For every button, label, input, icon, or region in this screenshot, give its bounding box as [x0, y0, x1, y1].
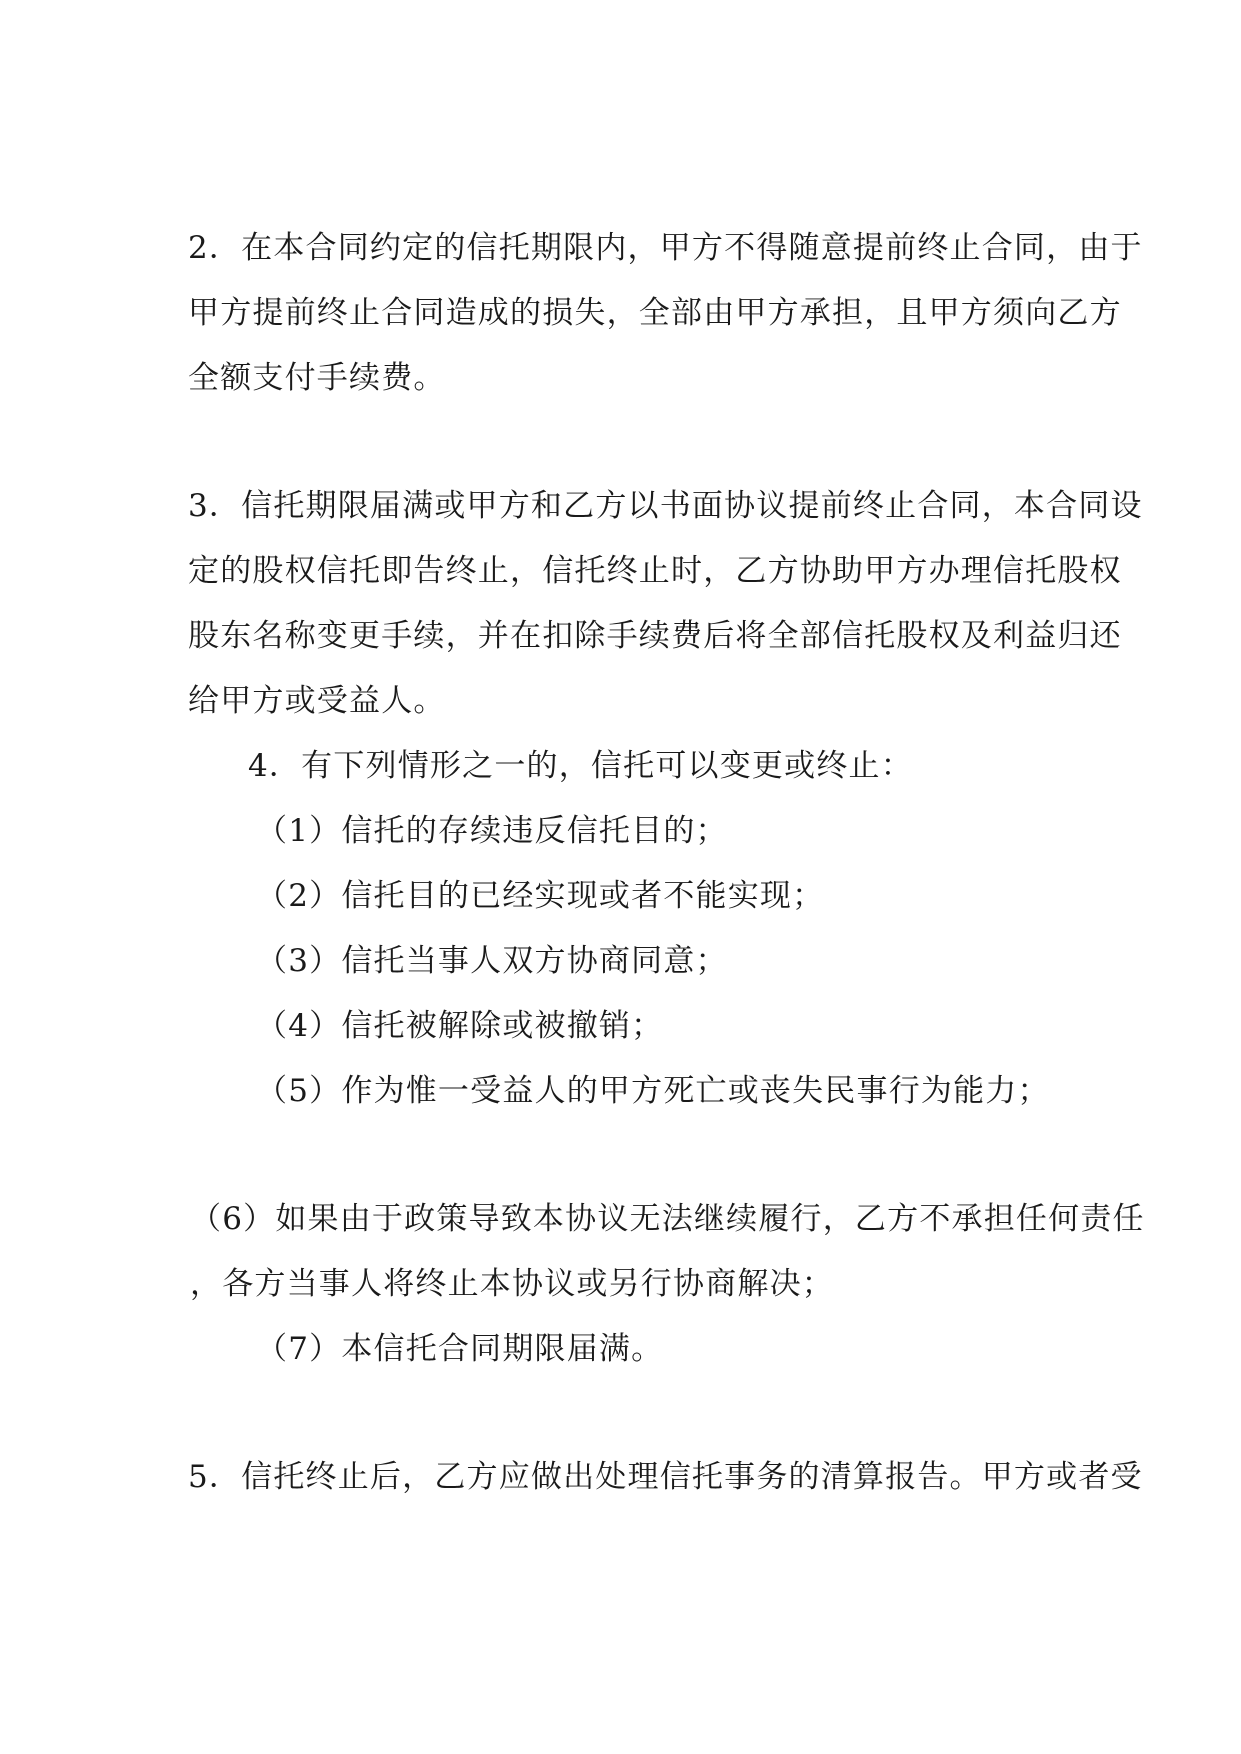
clause-4-item-4: （4）信托被解除或被撤销； — [256, 1008, 664, 1044]
clause-2-line-1: 2．在本合同约定的信托期限内，甲方不得随意提前终止合同，由于 — [188, 230, 1143, 266]
clause-3-line-4: 给甲方或受益人。 — [188, 683, 446, 719]
clause-2-line-3: 全额支付手续费。 — [188, 360, 446, 396]
clause-4-item-7: （7）本信托合同期限届满。 — [256, 1331, 664, 1367]
clause-4-item-3: （3）信托当事人双方协商同意； — [256, 943, 728, 979]
clause-4-item-5: （5）作为惟一受益人的甲方死亡或丧失民事行为能力； — [256, 1073, 1050, 1109]
clause-4-item-2: （2）信托目的已经实现或者不能实现； — [256, 878, 825, 914]
clause-3-line-3: 股东名称变更手续，并在扣除手续费后将全部信托股权及利益归还 — [188, 618, 1122, 654]
clause-4-heading: 4．有下列情形之一的，信托可以变更或终止： — [248, 748, 913, 784]
clause-3-line-2: 定的股权信托即告终止，信托终止时，乙方协助甲方办理信托股权 — [188, 553, 1122, 589]
clause-5-line-1: 5．信托终止后，乙方应做出处理信托事务的清算报告。甲方或者受 — [188, 1459, 1143, 1495]
clause-4-item-1: （1）信托的存续违反信托目的； — [256, 813, 728, 849]
clause-4-item-6-line-2: ，各方当事人将终止本协议或另行协商解决； — [190, 1266, 834, 1302]
clause-3-line-1: 3．信托期限届满或甲方和乙方以书面协议提前终止合同，本合同设 — [188, 488, 1143, 524]
clause-4-item-6-line-1: （6）如果由于政策导致本协议无法继续履行，乙方不承担任何责任 — [190, 1201, 1145, 1237]
clause-2-line-2: 甲方提前终止合同造成的损失，全部由甲方承担，且甲方须向乙方 — [188, 295, 1122, 331]
